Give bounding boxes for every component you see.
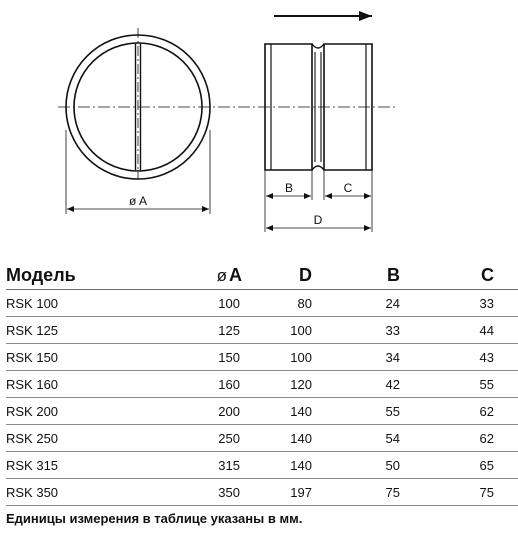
cell-model: RSK 160 xyxy=(6,371,132,398)
cell-b: 55 xyxy=(320,398,420,425)
table-row xyxy=(6,479,518,506)
cell-model: RSK 350 xyxy=(6,479,132,506)
cell-d: 120 xyxy=(242,371,320,398)
header-d: D xyxy=(242,261,320,290)
cell-b: 50 xyxy=(320,452,420,479)
cell-b: 34 xyxy=(320,344,420,371)
cell-b: 42 xyxy=(320,371,420,398)
dim-b-label: B xyxy=(284,181,294,195)
cell-c: 65 xyxy=(420,452,518,479)
cell-d: 140 xyxy=(242,425,320,452)
cell-c: 62 xyxy=(420,398,518,425)
table-body xyxy=(6,290,518,506)
dim-a-label: ø A xyxy=(128,194,148,208)
cell-a: 100 xyxy=(132,290,242,317)
cell-a: 150 xyxy=(132,344,242,371)
cell-a: 315 xyxy=(132,452,242,479)
table-header-row xyxy=(6,261,518,290)
table-row xyxy=(6,317,518,344)
dim-d-label: D xyxy=(313,213,323,227)
cell-a: 250 xyxy=(132,425,242,452)
cell-a: 125 xyxy=(132,317,242,344)
cell-d: 197 xyxy=(242,479,320,506)
cell-a: 160 xyxy=(132,371,242,398)
cell-b: 24 xyxy=(320,290,420,317)
header-a-letter: A xyxy=(229,264,242,285)
header-b: B xyxy=(320,261,420,290)
cell-c: 43 xyxy=(420,344,518,371)
cell-d: 80 xyxy=(242,290,320,317)
cell-d: 100 xyxy=(242,317,320,344)
table-row xyxy=(6,425,518,452)
cell-c: 33 xyxy=(420,290,518,317)
cell-d: 140 xyxy=(242,398,320,425)
cell-c: 55 xyxy=(420,371,518,398)
header-diameter-a xyxy=(132,261,242,290)
side-view xyxy=(265,44,372,232)
front-view xyxy=(66,28,210,214)
dimensions-table xyxy=(6,261,518,506)
cell-d: 140 xyxy=(242,452,320,479)
table-row xyxy=(6,371,518,398)
cell-model: RSK 250 xyxy=(6,425,132,452)
table-row xyxy=(6,344,518,371)
units-footnote: Единицы измерения в таблице указаны в мм. xyxy=(6,511,303,526)
cell-c: 75 xyxy=(420,479,518,506)
header-c: C xyxy=(420,261,518,290)
table-row xyxy=(6,398,518,425)
diameter-symbol: ø xyxy=(216,265,227,285)
cell-c: 62 xyxy=(420,425,518,452)
cell-model: RSK 315 xyxy=(6,452,132,479)
groove-top xyxy=(312,44,324,48)
dim-c-label: C xyxy=(343,181,353,195)
cell-model: RSK 100 xyxy=(6,290,132,317)
groove-bottom xyxy=(312,166,324,170)
cell-d: 100 xyxy=(242,344,320,371)
cell-b: 33 xyxy=(320,317,420,344)
cell-b: 54 xyxy=(320,425,420,452)
header-model: Модель xyxy=(6,261,132,290)
table-row xyxy=(6,290,518,317)
cell-model: RSK 125 xyxy=(6,317,132,344)
technical-drawing xyxy=(0,0,473,258)
cell-b: 75 xyxy=(320,479,420,506)
cell-a: 200 xyxy=(132,398,242,425)
table-row xyxy=(6,452,518,479)
cell-model: RSK 150 xyxy=(6,344,132,371)
cell-c: 44 xyxy=(420,317,518,344)
cell-a: 350 xyxy=(132,479,242,506)
cell-model: RSK 200 xyxy=(6,398,132,425)
